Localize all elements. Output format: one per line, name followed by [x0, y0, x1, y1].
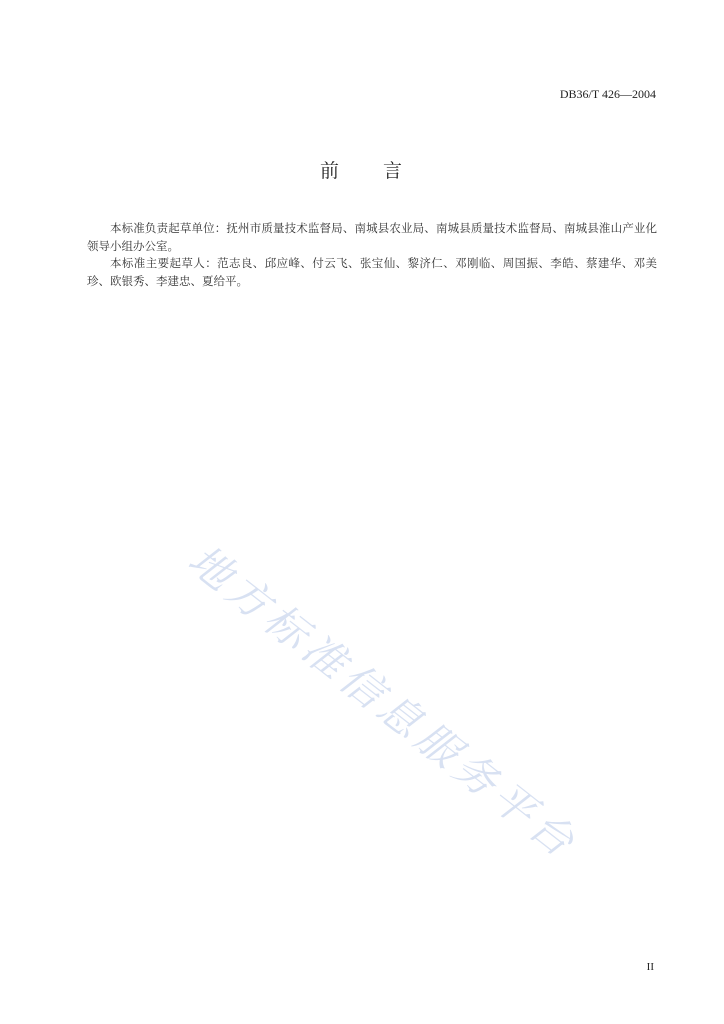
watermark: 地方标准信息服务平台 [179, 534, 588, 870]
standard-code: DB36/T 426—2004 [559, 87, 656, 101]
foreword-body [87, 220, 657, 290]
drafting-units-paragraph: 本标准负责起草单位：抚州市质量技术监督局、南城县农业局、南城县质量技术监督局、南城县淮山产业化领导小组办公室。 [87, 221, 657, 253]
page-number: II [646, 961, 654, 973]
drafters-paragraph: 本标准主要起草人：范志良、邱应峰、付云飞、张宝仙、黎济仁、邓刚临、周国振、李皓、蔡建华、邓美珍、欧银秀、李建忠、夏给平。 [87, 256, 657, 288]
page-title: 前 言 [319, 160, 404, 182]
